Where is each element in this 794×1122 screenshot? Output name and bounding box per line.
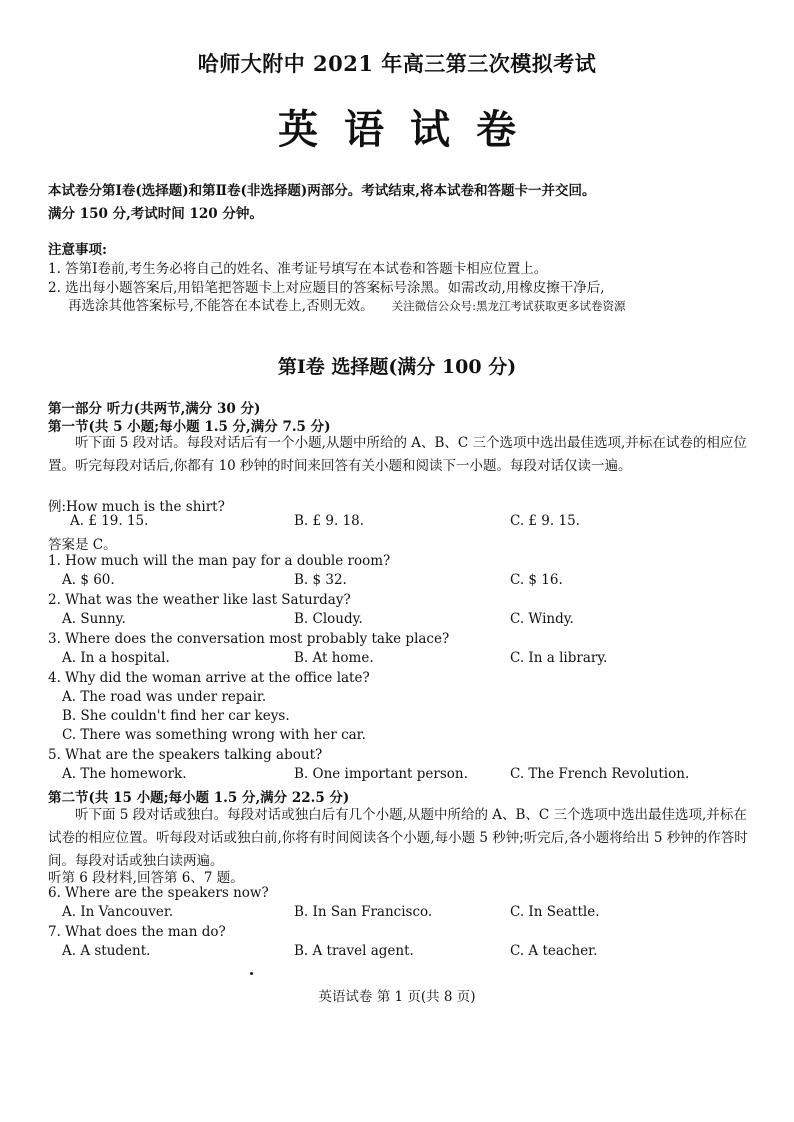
example-question: 例:How much is the shirt? bbox=[48, 499, 225, 515]
q2-option-b: B. Cloudy. bbox=[294, 611, 363, 627]
q3-option-c: C. In a library. bbox=[510, 650, 608, 666]
example-answer: 答案是 C。 bbox=[48, 537, 117, 553]
notice-item-2-cont bbox=[68, 296, 625, 316]
part1-heading: 第一部分 听力(共两节,满分 30 分) bbox=[48, 401, 261, 417]
q6-question: 6. Where are the speakers now? bbox=[48, 885, 269, 901]
q5-question: 5. What are the speakers talking about? bbox=[48, 747, 323, 763]
example-option-a: A. £ 19. 15. bbox=[70, 513, 149, 529]
q5-option-c: C. The French Revolution. bbox=[510, 766, 690, 782]
intro-line-2: 满分 150 分,考试时间 120 分钟。 bbox=[48, 206, 263, 222]
notice-item-1: 1. 答第Ⅰ卷前,考生务必将自己的姓名、准考证号填写在本试卷和答题卡相应位置上。 bbox=[48, 261, 548, 277]
q1-option-b: B. $ 32. bbox=[294, 572, 347, 588]
q3-question: 3. Where does the conversation most probably take place? bbox=[48, 631, 450, 647]
q7-question: 7. What does the man do? bbox=[48, 924, 226, 940]
sec1-instruction: 听下面 5 段对话。每段对话后有一个小题,从题中所给的 A、B、C 三个选项中选出最佳选项,并标在试卷的相应位置。听完每段对话后,你都有 10 秒钟的时间来回答有关小题和阅读下一小题。每段对话仅读一遍。 bbox=[48, 435, 747, 474]
notice-item-2-cont-text: 再选涂其他答案标号,不能答在本试卷上,否则无效。 bbox=[68, 298, 374, 314]
q1-option-a: A. $ 60. bbox=[62, 572, 115, 588]
sec2-instruction: 听下面 5 段对话或独白。每段对话或独白后有几个小题,从题中所给的 A、B、C 三个选项中选出最佳选项,并标在试卷的相应位置。听每段对话或独白前,你将有时间阅读各个小题,每小题 5 秒钟;听完后,各小题将给出 5 秒钟的作答时间。每段对话或独白读两遍。 bbox=[48, 807, 748, 869]
intro-text bbox=[48, 180, 768, 226]
q4-option-a: A. The road was under repair. bbox=[62, 689, 267, 705]
material-6-note: 听第 6 段材料,回答第 6、7 题。 bbox=[48, 870, 244, 886]
intro-line-1: 本试卷分第Ⅰ卷(选择题)和第Ⅱ卷(非选择题)两部分。考试结束,将本试卷和答题卡一并交回。 bbox=[48, 183, 596, 199]
q3-option-a: A. In a hospital. bbox=[62, 650, 170, 666]
q7-option-a: A. A student. bbox=[62, 943, 151, 959]
q6-option-b: B. In San Francisco. bbox=[294, 904, 433, 920]
page-footer: 英语试卷 第 1 页(共 8 页) bbox=[318, 989, 476, 1005]
q6-option-c: C. In Seattle. bbox=[510, 904, 600, 920]
q5-option-a: A. The homework. bbox=[62, 766, 187, 782]
q4-option-c: C. There was something wrong with her car. bbox=[62, 727, 366, 743]
q1-option-c: C. $ 16. bbox=[510, 572, 563, 588]
q2-question: 2. What was the weather like last Saturday? bbox=[48, 592, 351, 608]
example-option-c: C. £ 9. 15. bbox=[510, 513, 580, 529]
q6-option-a: A. In Vancouver. bbox=[62, 904, 174, 920]
q7-option-b: B. A travel agent. bbox=[294, 943, 414, 959]
sec1-heading: 第一节(共 5 小题;每小题 1.5 分,满分 7.5 分) bbox=[48, 419, 331, 435]
subject-title: 英语试卷 bbox=[278, 106, 542, 153]
q4-option-b: B. She couldn't find her car keys. bbox=[62, 708, 290, 724]
q4-question: 4. Why did the woman arrive at the office late? bbox=[48, 670, 370, 686]
wechat-note: 关注微信公众号:黑龙江考试获取更多试卷资源 bbox=[391, 299, 626, 313]
section-title: 第Ⅰ卷 选择题(满分 100 分) bbox=[277, 356, 517, 378]
q5-option-b: B. One important person. bbox=[294, 766, 468, 782]
q2-option-c: C. Windy. bbox=[510, 611, 574, 627]
q1-question: 1. How much will the man pay for a double room? bbox=[48, 553, 391, 569]
notice-item-2: 2. 选出每小题答案后,用铅笔把答题卡上对应题目的答案标号涂黑。如需改动,用橡皮擦干净后, bbox=[48, 280, 605, 296]
q3-option-b: B. At home. bbox=[294, 650, 374, 666]
q7-option-c: C. A teacher. bbox=[510, 943, 598, 959]
sec2-heading: 第二节(共 15 小题;每小题 1.5 分,满分 22.5 分) bbox=[48, 790, 350, 806]
exam-title: 哈师大附中 2021 年高三第三次模拟考试 bbox=[197, 51, 597, 76]
example-option-b: B. £ 9. 18. bbox=[294, 513, 365, 529]
stray-dot bbox=[250, 972, 253, 975]
q2-option-a: A. Sunny. bbox=[62, 611, 126, 627]
notice-heading: 注意事项: bbox=[48, 242, 107, 258]
